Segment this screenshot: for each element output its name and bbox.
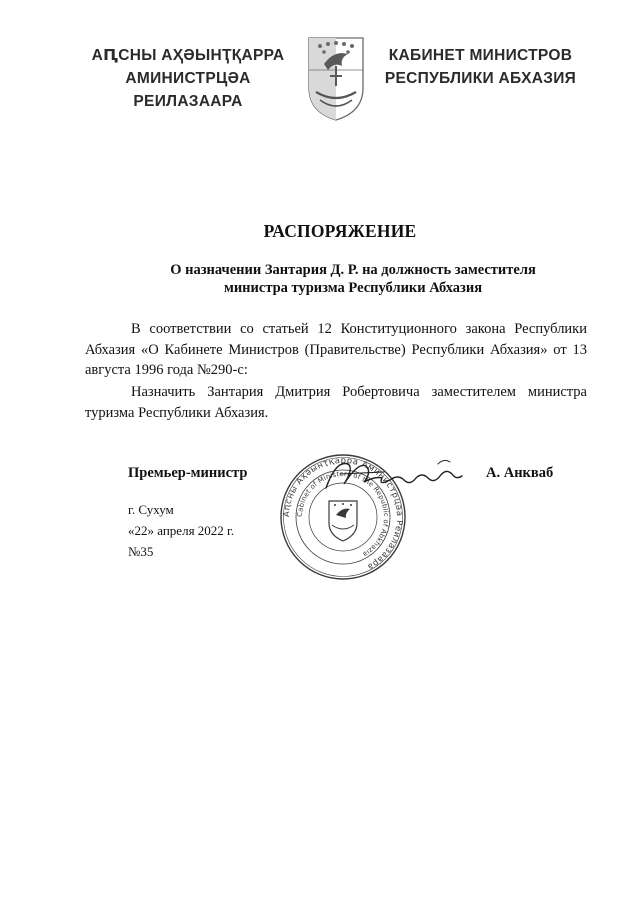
document-date: «22» апреля 2022 г. [128, 523, 235, 538]
header-left-line1: АԤСНЫ АҲӘЫНҬҚАРРА [91, 47, 285, 64]
header-left-line2: АМИНИСТРЦӘА РЕИЛАЗААРА [125, 70, 251, 110]
subject-line1: О назначении Зантария Д. Р. на должность заместителя [170, 262, 536, 278]
header-right [378, 44, 583, 90]
seal-inner-text: Cabinet of Ministers of the Republic of Abkhazia [295, 469, 391, 559]
document-place: г. Сухум [128, 502, 174, 517]
subject-line2: министра туризма Республики Абхазия [223, 280, 483, 296]
header-left [78, 44, 298, 113]
seal-outer-text: Аԥсны Аҳәынҭқарра Аминистрцәа Реилазаара [280, 454, 406, 573]
paragraph-legal-basis: В соответствии со статьей 12 Конституционного закона Республики Абхазия «О Кабинете Министров (Правительстве) Республики Абхазия» от 13 августа 1996 года №290-с: [85, 321, 587, 378]
document-title: РАСПОРЯЖЕНИЕ [263, 221, 417, 241]
signatory-position: Премьер-министр [128, 465, 248, 481]
header-right-line2: РЕСПУБЛИКИ АБХАЗИЯ [384, 70, 577, 87]
signatory-name: А. Анкваб [486, 465, 554, 481]
document-subject [0, 261, 640, 297]
paragraph-order: Назначить Зантария Дмитрия Робертовича заместителем министра туризма Республики Абхазия. [85, 384, 587, 421]
header-right-line1: КАБИНЕТ МИНИСТРОВ [388, 47, 573, 64]
document-number: №35 [128, 544, 154, 559]
handwritten-signature-icon [320, 454, 470, 496]
coat-of-arms-icon [306, 36, 366, 122]
